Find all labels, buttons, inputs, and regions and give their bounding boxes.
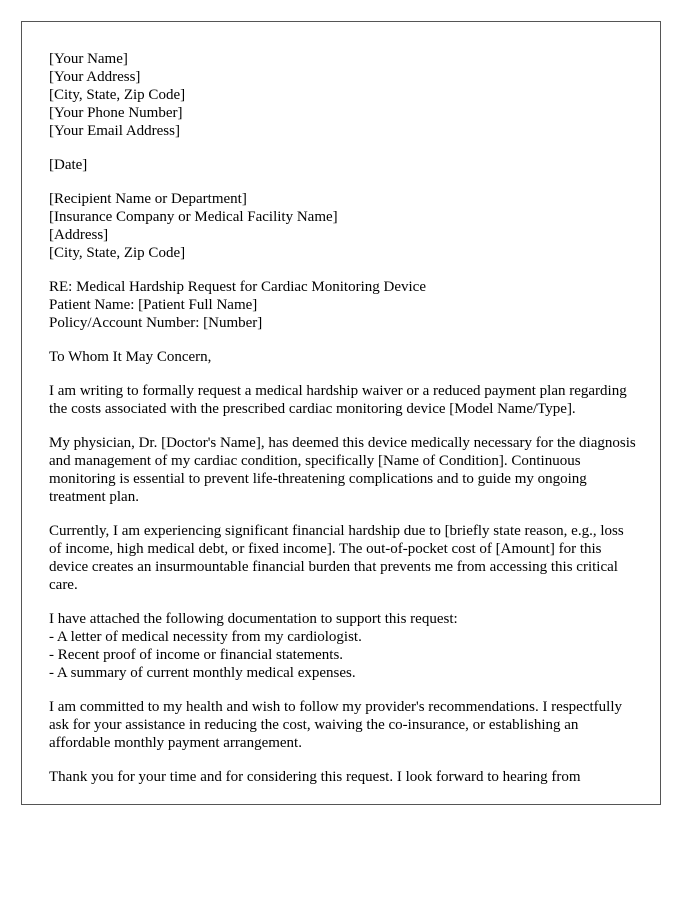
recipient-block (49, 190, 639, 262)
salutation-block (49, 348, 639, 366)
letter-page (21, 21, 661, 805)
attachment-item: - A summary of current monthly medical expenses. (49, 665, 356, 681)
sender-address: [Your Address] (49, 69, 141, 85)
recipient-organization: [Insurance Company or Medical Facility Name] (49, 209, 338, 225)
sender-email: [Your Email Address] (49, 123, 180, 139)
salutation: To Whom It May Concern, (49, 349, 212, 365)
attachments-block (49, 610, 639, 682)
letter-content (49, 50, 639, 802)
sender-block (49, 50, 639, 140)
reference-block (49, 278, 639, 332)
sender-city-state-zip: [City, State, Zip Code] (49, 87, 186, 103)
letter-date: [Date] (49, 157, 88, 173)
policy-number-line: Policy/Account Number: [Number] (49, 315, 263, 331)
attachment-item: - A letter of medical necessity from my cardiologist. (49, 629, 362, 645)
body-paragraph-request: I am writing to formally request a medical hardship waiver or a reduced payment plan regarding the costs associated with the prescribed cardiac monitoring device [Model Name/Type]. (49, 383, 627, 417)
sender-phone: [Your Phone Number] (49, 105, 183, 121)
recipient-address: [Address] (49, 227, 109, 243)
date-block (49, 156, 639, 174)
body-paragraph-commitment: I am committed to my health and wish to follow my provider's recommendations. I respectfully ask for your assistance in reducing the cost, waiving the co-insurance, or establishing an affordable monthly payment arrangement. (49, 699, 622, 751)
body-paragraph-physician: My physician, Dr. [Doctor's Name], has deemed this device medically necessary for the diagnosis and management of my cardiac condition, specifically [Name of Condition]. Continuous monitoring is essential to prevent life-threatening complications and to guide my ongoing treatment plan. (49, 435, 636, 505)
sender-name: [Your Name] (49, 51, 128, 67)
patient-name-line: Patient Name: [Patient Full Name] (49, 297, 258, 313)
recipient-name: [Recipient Name or Department] (49, 191, 247, 207)
re-line: RE: Medical Hardship Request for Cardiac Monitoring Device (49, 279, 426, 295)
attachment-item: - Recent proof of income or financial statements. (49, 647, 344, 663)
attachments-intro: I have attached the following documentation to support this request: (49, 611, 458, 627)
body-paragraph-hardship: Currently, I am experiencing significant financial hardship due to [briefly state reason, e.g., loss of income, high medical debt, or fixed income]. The out-of-pocket cost of [Amount] for this device creates an insurmountable financial burden that prevents me from accessing this critical care. (49, 523, 624, 593)
body-paragraph-thanks: Thank you for your time and for considering this request. I look forward to hearing from (49, 769, 581, 785)
recipient-city-state-zip: [City, State, Zip Code] (49, 245, 186, 261)
